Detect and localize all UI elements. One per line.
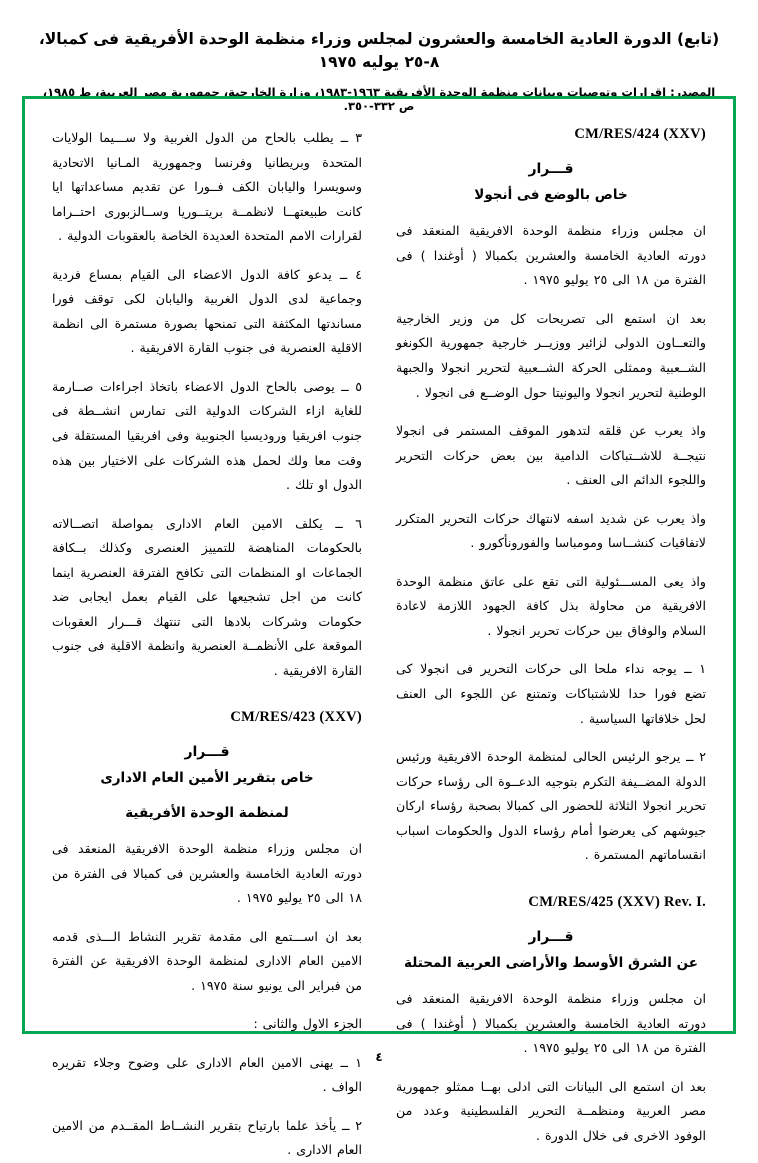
resolution-423-subtitle-line2: لمنظمة الوحدة الأفريقية <box>125 804 289 821</box>
resolution-425 <box>396 894 706 1149</box>
header-title: (تابع) الدورة العادية الخامسة والعشرون لمجلس وزراء منظمة الوحدة الأفريقية فى كمبالا، ٨-٢٥ يوليه ١٩٧٥ <box>38 30 720 72</box>
resolution-424-continued <box>52 126 362 683</box>
paragraph: ان مجلس وزراء منظمة الوحدة الافريقية المنعقد فى دورته العادية الخامسة والعشرين فى كمبالا فى الفترة من ١٨ الى ٢٥ يوليو ١٩٧٥ . <box>52 840 362 906</box>
paragraph: بعد ان اســـتمع الى مقدمة تقرير النشاط الـــذى قدمه الامين العام الادارى لمنظمة الوحدة الافريقية عن الفترة من فبراير الى يونيو سنة ١٩٧٥ . <box>52 928 362 993</box>
resolution-425-qarar-label: قـــرار <box>528 928 574 945</box>
two-column-body <box>30 104 728 1158</box>
paragraph: الجزء الاول والثانى : <box>253 1016 362 1032</box>
paragraph: ٤ ــ يدعو كافة الدول الاعضاء الى القيام بمساع فردية وجماعية لدى الدول الغربية واليابان لكى توقف فورا مساندتها المكثفة التى تمنحها بصورة مستمرة الى انظمة الاقلية العنصرية فى جنوب القارة الافريقية . <box>52 266 362 356</box>
resolution-424 <box>396 126 706 868</box>
paragraph: واذ يعرب عن قلقه لتدهور الموقف المستمر فى انجولا نتيجــة للاشــتباكات الدامية بين بعض حركات التحرير واللجوء الدائم الى العنف . <box>396 423 706 488</box>
column-left <box>52 126 362 1158</box>
paragraph: ١ ــ يهنى الامين العام الادارى على وضوح وجلاء تقريره الواف . <box>52 1054 362 1095</box>
paragraph: ٢ ــ يأخذ علما بارتياح بتقرير النشــاط المقــدم من الامين العام الادارى . <box>52 1117 362 1158</box>
column-right <box>396 126 706 1143</box>
paragraph: ٣ ــ يطلب بالحاح من الدول الغربية ولا ســـيما الولايات المتحدة وبريطانيا وفرنسا وجمهورية المـانيا الاتحادية وسويسرا واليابان الكف فــورا عن تقديم مساعداتها ايا كانت طبيعتهــا لانظمــة بريتــوريا وســالزبورى احتــراما لقرارات الامم المتحدة العديدة الخاصة بالعقوبات الدولية . <box>52 130 362 244</box>
paragraph: بعد ان استمع الى تصريحات كل من وزير الخارجية والتعــاون الدولى لزائير ووزيــر خارجية جمهورية الكونغو الشــعبية وممثلى الحركة الشــعبية لتحرير انجولا والجبهة الوطنية لتحرير انجولا واليونيتا حول الوضــع فى انجولا . <box>396 310 706 400</box>
resolution-423-subtitle-line1: خاص بتقرير الأمين العام الادارى <box>100 770 314 787</box>
resolution-424-qarar-label: قـــرار <box>528 161 574 177</box>
paragraph: واذ يعى المســـئولية التى تقع على عاتق منظمة الوحدة الافريقية من محاولة بذل كافة الجهود اللازمة لاعادة السلام والوفاق بين حركات تحرير انجولا . <box>396 573 706 638</box>
resolution-423-code: CM/RES/423 (XXV) <box>230 709 362 726</box>
paragraph: ١ ــ يوجه نداء ملحا الى حركات التحرير فى انجولا كى تضع فورا حدا للاشتباكات وتمتنع عن اللجوء الى العنف لحل خلافاتها السياسية . <box>396 661 706 726</box>
resolution-423 <box>52 709 362 1163</box>
paragraph: واذ يعرب عن شديد اسفه لانتهاك حركات التحرير المتكرر لاتفاقيات كنشــاسا ومومباسا والفورونأكورو . <box>396 510 706 551</box>
resolution-425-subtitle: عن الشرق الأوسط والأراضى العربية المحتلة <box>404 954 698 971</box>
resolution-424-subtitle: خاص بالوضع فى أنجولا <box>474 187 628 203</box>
resolution-424-code: CM/RES/424 (XXV) <box>574 126 706 142</box>
resolution-423-qarar-label: قـــرار <box>184 744 230 761</box>
page-number: ٤ <box>375 1050 383 1064</box>
paragraph: بعد ان استمع الى البيانات التى ادلى بهــا ممثلو جمهورية مصر العربية ومنظمــة التحرير الفلسطينية وعدد من الوفود الاخرى فى خلال الدورة . <box>396 1078 706 1143</box>
paragraph: ان مجلس وزراء منظمة الوحدة الافريقية المنعقد فى دورته العادية الخامسة والعشرين بكمبالا ( أوغندا ) فى الفترة من ١٨ الى ٢٥ يوليو ١٩٧٥ . <box>396 223 706 288</box>
paragraph: ان مجلس وزراء منظمة الوحدة الافريقية المنعقد فى دورته العادية الخامسة والعشرين بكمبالا ( أوغندا ) فى الفترة من ١٨ الى ٢٥ يوليو ١٩٧٥ . <box>396 991 706 1056</box>
paragraph: ٥ ــ يوصى بالحاح الدول الاعضاء باتخاذ اجراءات صــارمة للغاية ازاء الشركات الدولية التى تمارس انشــطة فى جنوب افريقيا وروديسيا الجنوبية وفى افريقيا المستقلة فى وقت معا ولك لحمل هذه الشركات على الاختيار بين هذه الدول او تلك . <box>52 378 362 493</box>
paragraph: ٦ ــ يكلف الامين العام الادارى بمواصلة اتصــالاته بالحكومات المناهضة للتمييز العنصرى وكذلك بــكافة الجماعات او المنظمات التى تكافح الفترقة العنصرية اينما كانت من اجل تشجيعها على القيام بعمل ايجابى ضد حكومات وشركات بلادها التى تنتهك قـــرار العقوبات الموقعة على الأنظمــة العنصرية وانظمة الاقلية فى جنوب القارة الافريقية . <box>52 515 362 678</box>
header-source: المصدر: اقرارات وتوصيات وبيانات منظمة الوحدة الأفريقية ١٩٦٣-١٩٨٣، وزارة الخارجية، جمهورية مصر العربية، ط ١٩٨٥، ص ٣٣٢-٣٥٠. <box>42 84 716 113</box>
paragraph: ٢ ــ يرجو الرئيس الحالى لمنظمة الوحدة الافريقية ورئيس الدولة المضــيفة التكرم بتوجيه الدعــوة الى رؤساء حركات تحرير انجولا الثلاثة للحضور الى كمبالا بصحبة رؤساء اركان جيوشهم كى يعرضوا أمام رؤساء الدول والحكومات اسباب انقساماتهم المستمرة . <box>396 749 706 863</box>
resolution-425-code: CM/RES/425 (XXV) Rev. I. <box>528 893 706 910</box>
